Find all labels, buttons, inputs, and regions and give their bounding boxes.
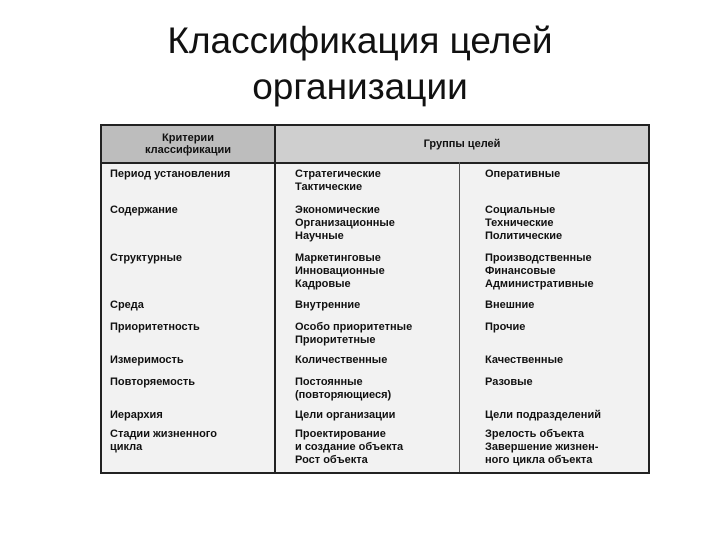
group-a-cell: Цели организации xyxy=(295,409,396,421)
table-header xyxy=(102,126,648,164)
criterion-cell: Период установления xyxy=(110,168,231,180)
header-criteria xyxy=(102,126,274,162)
group-b-cell: Качественные xyxy=(485,354,564,366)
group-a-cell: Количественные xyxy=(295,354,388,366)
group-a-cell: Экономические Организационные Научные xyxy=(295,204,395,242)
group-a-cell: Стратегические Тактические xyxy=(295,168,381,193)
group-b-cell: Внешние xyxy=(485,299,535,311)
group-b-cell: Прочие xyxy=(485,321,526,333)
column-divider-2 xyxy=(459,162,460,472)
title-line-2: организации xyxy=(252,66,468,107)
group-a-cell: Внутренние xyxy=(295,299,361,311)
criterion-cell: Повторяемость xyxy=(110,376,196,388)
group-a-cell: Особо приоритетные Приоритетные xyxy=(295,321,413,346)
header-groups xyxy=(276,126,648,162)
criterion-cell: Структурные xyxy=(110,252,183,264)
classification-table xyxy=(100,124,650,474)
criterion-cell: Приоритетность xyxy=(110,321,200,333)
criterion-cell: Измеримость xyxy=(110,354,184,366)
criterion-cell: Стадии жизненного цикла xyxy=(110,428,217,453)
criterion-cell: Иерархия xyxy=(110,409,163,421)
criterion-cell: Среда xyxy=(110,299,144,311)
header-groups-label: Группы целей xyxy=(423,138,501,150)
page-title xyxy=(0,18,720,110)
group-b-cell: Разовые xyxy=(485,376,533,388)
criterion-cell: Содержание xyxy=(110,204,178,216)
title-line-1: Классификация целей xyxy=(167,20,553,61)
group-b-cell: Социальные Технические Политические xyxy=(485,204,563,242)
group-b-cell: Производственные Финансовые Административные xyxy=(485,252,594,290)
group-a-cell: Маркетинговые Инновационные Кадровые xyxy=(295,252,385,290)
group-b-cell: Зрелость объекта Завершение жизнен- ного цикла объекта xyxy=(485,428,599,466)
header-criteria-label: Критерии классификации xyxy=(144,132,232,156)
group-b-cell: Цели подразделений xyxy=(485,409,601,421)
group-b-cell: Оперативные xyxy=(485,168,561,180)
column-divider-1 xyxy=(274,126,276,472)
group-a-cell: Постоянные (повторяющиеся) xyxy=(295,376,392,401)
group-a-cell: Проектирование и создание объекта Рост объекта xyxy=(295,428,404,466)
